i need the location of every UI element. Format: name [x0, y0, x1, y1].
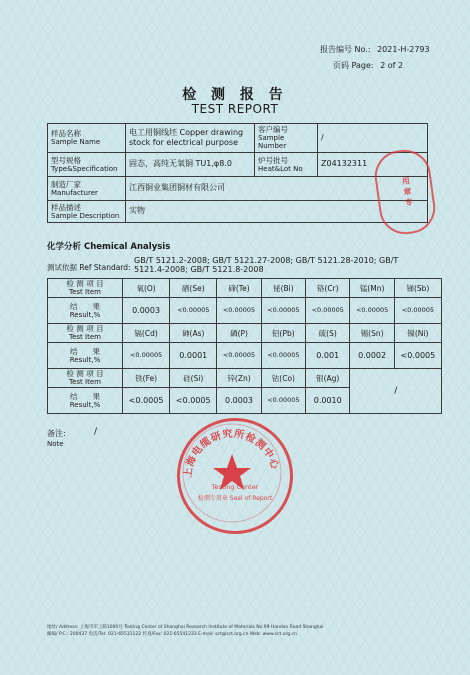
- result-cell: 0.0002: [350, 343, 394, 369]
- result-cell: <0.00005: [394, 298, 441, 324]
- item-cell: 锡(Sn): [350, 324, 394, 343]
- item-label: 检 测 项 目 Test Item: [48, 279, 123, 298]
- client-number-label: 客户编号 Sample Number: [255, 124, 318, 153]
- item-cell: 砷(As): [170, 324, 217, 343]
- item-cell: 碲(Te): [217, 279, 261, 298]
- item-cell: 硒(Se): [170, 279, 217, 298]
- note-value: /: [94, 427, 98, 437]
- title-en: TEST REPORT: [191, 102, 279, 116]
- note-label-en: Note: [47, 440, 64, 448]
- report-number: [320, 44, 430, 55]
- page-number-value: 2 of 2: [380, 61, 404, 70]
- note-label-cn: 备注:: [47, 429, 66, 438]
- item-cell: 钴(Co): [261, 369, 305, 388]
- result-label: 结 果 Result,%: [48, 343, 123, 369]
- standard-value: GB/T 5121.2-2008; GB/T 5121.27-2008; GB/T 5121.28-2010; GB/T 5121.4-2008; GB/T 5121.8-2008: [134, 256, 399, 274]
- sample-name-label: 样品名称 Sample Name: [48, 124, 126, 153]
- result-cell: <0.00005: [123, 343, 170, 369]
- item-cell: 锌(Zn): [217, 369, 261, 388]
- result-cell: <0.00005: [170, 298, 217, 324]
- result-cell: 0.001: [306, 343, 350, 369]
- sample-info-table: [47, 123, 428, 223]
- item-label: 检 测 项 目 Test Item: [48, 369, 123, 388]
- item-cell: 磷(P): [217, 324, 261, 343]
- result-cell: <0.00005: [261, 388, 305, 414]
- result-cell: <0.00005: [350, 298, 394, 324]
- item-label: 检 测 项 目 Test Item: [48, 324, 123, 343]
- empty-cell: /: [350, 369, 442, 414]
- description-value: 实物: [126, 200, 428, 222]
- item-cell: 铁(Fe): [123, 369, 170, 388]
- result-label: 结 果 Result,%: [48, 388, 123, 414]
- result-cell: <0.0005: [394, 343, 441, 369]
- result-cell: <0.00005: [261, 298, 305, 324]
- type-label: 型号规格 Type&Specification: [48, 152, 126, 176]
- item-cell: 铋(Bi): [261, 279, 305, 298]
- manufacturer-value: 江西铜业集团铜材有限公司: [126, 176, 428, 200]
- description-label: 样品描述 Sample Description: [48, 200, 126, 222]
- result-cell: 0.0001: [170, 343, 217, 369]
- item-cell: 锑(Sb): [394, 279, 441, 298]
- item-cell: 硫(S): [306, 324, 350, 343]
- sample-name-value: 电工用铜线坯 Copper drawing stock for electrical purpose: [126, 124, 255, 153]
- result-cell: <0.00005: [217, 343, 261, 369]
- chem-table: [47, 278, 442, 414]
- result-cell: 0.0003: [217, 388, 261, 414]
- result-cell: 0.0010: [306, 388, 350, 414]
- client-number-value: /: [318, 124, 428, 153]
- manufacturer-label: 制造厂家 Manufacturer: [48, 176, 126, 200]
- seal-inner-text: Testing Center: [211, 483, 259, 491]
- item-cell: 镍(Ni): [394, 324, 441, 343]
- type-value: 固态，高纯无氧铜 TU1,φ8.0: [126, 152, 255, 176]
- result-cell: <0.00005: [306, 298, 350, 324]
- result-cell: <0.00005: [261, 343, 305, 369]
- result-cell: 0.0003: [123, 298, 170, 324]
- report-number-label: 报告编号 No.:: [320, 45, 371, 54]
- result-cell: <0.0005: [123, 388, 170, 414]
- item-cell: 镉(Cd): [123, 324, 170, 343]
- item-cell: 锰(Mn): [350, 279, 394, 298]
- result-cell: <0.00005: [217, 298, 261, 324]
- result-label: 结 果 Result,%: [48, 298, 123, 324]
- standard-label: 测试依据 Ref Standard:: [47, 263, 131, 272]
- heat-label: 炉号批号 Heat&Lot No: [255, 152, 318, 176]
- note: [47, 428, 66, 450]
- item-cell: 银(Ag): [306, 369, 350, 388]
- item-cell: 硅(Si): [170, 369, 217, 388]
- item-cell: 氧(O): [123, 279, 170, 298]
- result-cell: <0.0005: [170, 388, 217, 414]
- official-seal: [177, 418, 293, 534]
- seal-small-text: 检测专用章 Seal of Report: [197, 495, 273, 502]
- footer: [47, 624, 437, 638]
- seal-graphic: [177, 418, 287, 528]
- page-number-label: 页码 Page:: [333, 61, 374, 70]
- title-cn: 检 测 报 告: [182, 87, 288, 103]
- item-cell: 铬(Cr): [306, 279, 350, 298]
- footer-address: 地址/ Address: 上海市军工路1000号 Testing Center of Shanghai Research Institute of Materials No.99 Handan Road Shanghai: [47, 625, 324, 630]
- report-number-value: 2021-H-2793: [377, 45, 430, 54]
- section-title: 化学分析 Chemical Analysis: [47, 242, 171, 252]
- page-number: [333, 60, 403, 71]
- heat-value: Z04132311: [318, 152, 428, 176]
- item-cell: 铅(Pb): [261, 324, 305, 343]
- seal-arc-text: 上海电缆研究所检测中心: [182, 428, 281, 479]
- side-seal: 用 章 专: [371, 147, 438, 238]
- footer-contact: 邮编/ P.C.: 200437 电话/Tel: 021-65531122 传真/Fax: 021-65541233 E-mail: sct@sct.org.cn Web: www.sct.org.cn: [47, 632, 297, 638]
